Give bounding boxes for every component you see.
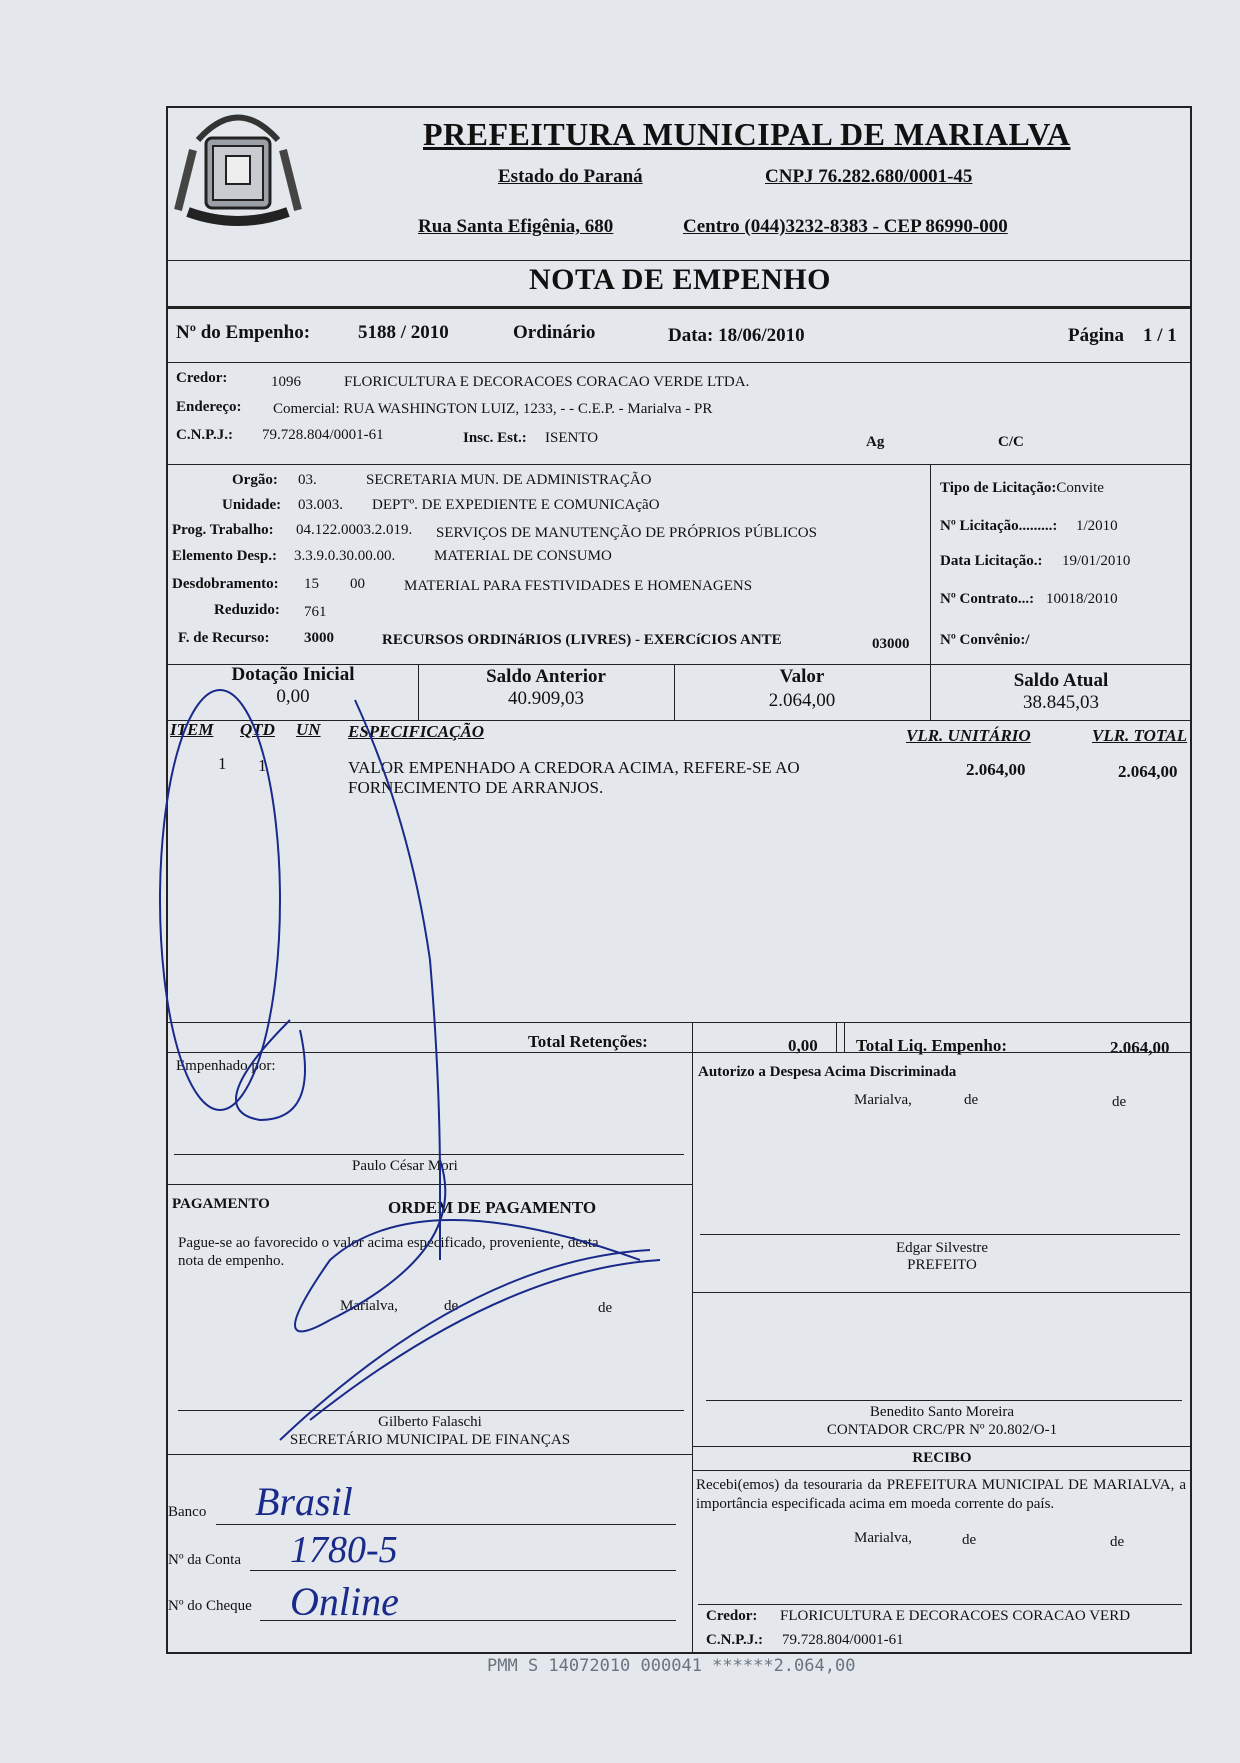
desdobramento-value: MATERIAL PARA FESTIVIDADES E HOMENAGENS	[404, 578, 753, 594]
cc-label: C/C	[998, 434, 1024, 450]
conta-handwritten: 1780-5	[290, 1529, 398, 1571]
numero-licitacao-label: Nº Licitação.........:	[940, 518, 1058, 534]
prog-trabalho-code: 04.122.0003.2.019.	[296, 522, 413, 538]
recibo-credor-value: FLORICULTURA E DECORACOES CORACAO VERD	[780, 1608, 1131, 1624]
dotacao-inicial-value: 0,00	[276, 686, 310, 707]
insc-est-value: ISENTO	[545, 430, 599, 446]
col-vlr-unitario: VLR. UNITÁRIO	[906, 726, 1031, 745]
elemento-code: 3.3.9.0.30.00.00.	[294, 548, 396, 564]
contador-nome: Benedito Santo Moreira	[869, 1404, 1015, 1420]
print-stamp: PMM S 14072010 000041 ******2.064,00	[487, 1656, 856, 1676]
item-vlr-total: 2.064,00	[1118, 762, 1178, 781]
item-especificacao-line2: FORNECIMENTO DE ARRANJOS.	[348, 778, 604, 797]
cheque-label: Nº do Cheque	[168, 1598, 252, 1614]
page-number: 1 / 1	[1143, 325, 1177, 346]
ordem-pagamento-title: ORDEM DE PAGAMENTO	[388, 1198, 597, 1217]
valor-value: 2.064,00	[768, 690, 836, 711]
item-qtd: 1	[258, 756, 267, 775]
state-name: Estado do Paraná	[498, 166, 643, 187]
contrato-label: Nº Contrato...:	[940, 591, 1035, 607]
municipality-district-phone: Centro (044)3232-8383 - CEP 86990-000	[683, 216, 1008, 237]
insc-est-label: Insc. Est.:	[463, 430, 527, 446]
item-vlr-unitario: 2.064,00	[966, 760, 1026, 779]
document-title: NOTA DE EMPENHO	[529, 263, 831, 296]
credor-cnpj-label: C.N.P.J.:	[176, 427, 233, 443]
municipality-address: Rua Santa Efigênia, 680	[418, 216, 614, 237]
autorizo-de-2: de	[1112, 1094, 1127, 1110]
autorizo-marialva: Marialva,	[854, 1092, 912, 1108]
orgao-value: SECRETARIA MUN. DE ADMINISTRAÇÃO	[366, 472, 652, 488]
elemento-value: MATERIAL DE CONSUMO	[434, 548, 612, 564]
recibo-marialva: Marialva,	[854, 1530, 912, 1546]
credor-code: 1096	[271, 374, 301, 390]
convenio-label: Nº Convênio:/	[940, 632, 1030, 648]
tipo-licitacao-label-text: Tipo de Licitação:	[940, 480, 1057, 496]
total-liq-value: 2.064,00	[1110, 1038, 1170, 1057]
endereco-label: Endereço:	[176, 399, 242, 415]
prog-trabalho-value: SERVIÇOS DE MANUTENÇÃO DE PRÓPRIOS PÚBLICOS	[436, 525, 817, 541]
saldo-atual-value: 38.845,03	[1023, 692, 1099, 713]
reduzido-value: 761	[304, 604, 327, 620]
prefeito-nome: Edgar Silvestre	[895, 1240, 989, 1256]
unidade-value: DEPTº. DE EXPEDIENTE E COMUNICAçãO	[372, 497, 660, 513]
recurso-code2: 03000	[872, 636, 910, 652]
recibo-texto: Recebi(emos) da tesouraria da PREFEITURA MUNICIPAL DE MARIALVA, a importância especificada acima em moeda corrente do país.	[696, 1477, 1186, 1512]
secretario-nome: Gilberto Falaschi	[378, 1414, 482, 1430]
pagamento-title: PAGAMENTO	[172, 1196, 270, 1212]
col-especificacao: ESPECIFICAÇÃO	[348, 722, 485, 741]
col-vlr-total: VLR. TOTAL	[1092, 726, 1188, 745]
banco-label: Banco	[168, 1504, 207, 1520]
pagamento-marialva: Marialva,	[340, 1298, 398, 1314]
autorizo-label: Autorizo a Despesa Acima Discriminada	[698, 1064, 957, 1080]
total-retencoes-value: 0,00	[788, 1036, 818, 1055]
credor-name: FLORICULTURA E DECORACOES CORACAO VERDE LTDA.	[344, 374, 750, 390]
elemento-label: Elemento Desp.:	[172, 548, 277, 564]
nota-empenho-form	[166, 106, 1192, 1654]
municipality-title: PREFEITURA MUNICIPAL DE MARIALVA	[423, 116, 1071, 152]
unidade-label: Unidade:	[222, 497, 282, 513]
secretario-cargo: SECRETÁRIO MUNICIPAL DE FINANÇAS	[289, 1432, 571, 1448]
recibo-credor-label: Credor:	[706, 1608, 758, 1624]
total-retencoes-label: Total Retenções:	[528, 1032, 648, 1051]
contrato-value: 10018/2010	[1046, 591, 1118, 607]
banco-handwritten: Brasil	[255, 1479, 353, 1524]
col-item: ITEM	[170, 720, 214, 739]
empenhado-nome: Paulo César Mori	[352, 1158, 458, 1174]
data-licitacao-label: Data Licitação.:	[940, 553, 1043, 569]
orgao-code: 03.	[298, 472, 317, 488]
prog-trabalho-label: Prog. Trabalho:	[172, 522, 274, 538]
recurso-code: 3000	[304, 630, 334, 646]
endereco-value: Comercial: RUA WASHINGTON LUIZ, 1233, - - C.E.P. - Marialva - PR	[273, 401, 713, 417]
total-liq-label: Total Liq. Empenho:	[856, 1036, 1007, 1055]
saldo-atual-label: Saldo Atual	[1013, 670, 1109, 691]
recurso-label: F. de Recurso:	[178, 630, 270, 646]
credor-label: Credor:	[176, 370, 228, 386]
desdobramento-code2: 00	[350, 576, 365, 592]
empenho-type: Ordinário	[513, 322, 596, 343]
autorizo-de-1: de	[964, 1092, 979, 1108]
saldo-anterior-value: 40.909,03	[508, 688, 584, 709]
contador-cargo: CONTADOR CRC/PR Nº 20.802/O-1	[826, 1422, 1058, 1438]
tipo-licitacao-label	[940, 480, 1104, 497]
recibo-de-2: de	[1110, 1534, 1125, 1550]
tipo-licitacao-value: Convite	[1056, 480, 1104, 496]
recurso-value: RECURSOS ORDINáRIOS (LIVRES) - EXERCíCIOS ANTE	[382, 632, 782, 648]
pagamento-de-2: de	[598, 1300, 613, 1316]
desdobramento-code1: 15	[304, 576, 319, 592]
recibo-de-1: de	[962, 1532, 977, 1548]
municipality-cnpj: CNPJ 76.282.680/0001-45	[765, 166, 973, 187]
item-number: 1	[218, 754, 227, 773]
cheque-handwritten: Online	[290, 1579, 399, 1624]
dotacao-inicial-label: Dotação Inicial	[231, 664, 355, 685]
col-un: UN	[296, 720, 321, 739]
credor-cnpj: 79.728.804/0001-61	[262, 427, 384, 443]
reduzido-label: Reduzido:	[214, 602, 280, 618]
item-especificacao-line1: VALOR EMPENHADO A CREDORA ACIMA, REFERE-SE AO	[348, 758, 800, 777]
pagamento-texto: Pague-se ao favorecido o valor acima especificado, proveniente, desta nota de empenho.	[178, 1235, 599, 1269]
recibo-cnpj-label: C.N.P.J.:	[706, 1632, 763, 1648]
orgao-label: Orgão:	[232, 472, 278, 488]
pagamento-de-1: de	[444, 1298, 459, 1314]
recibo-cnpj-value: 79.728.804/0001-61	[782, 1632, 904, 1648]
ag-label: Ag	[866, 434, 885, 450]
col-qtd: QTD	[240, 720, 275, 739]
prefeito-cargo: PREFEITO	[907, 1257, 977, 1273]
page-label: Página	[1068, 325, 1124, 346]
data-licitacao-value: 19/01/2010	[1062, 553, 1131, 569]
conta-label: Nº da Conta	[168, 1552, 241, 1568]
saldo-anterior-label: Saldo Anterior	[486, 666, 606, 687]
desdobramento-label: Desdobramento:	[172, 576, 279, 592]
empenho-date: Data: 18/06/2010	[668, 325, 805, 346]
empenho-number: 5188 / 2010	[358, 322, 449, 343]
valor-label: Valor	[779, 666, 825, 687]
empenho-number-label: Nº do Empenho:	[176, 322, 311, 343]
numero-licitacao-value: 1/2010	[1076, 518, 1118, 534]
empenhado-por-label: Empenhado por:	[176, 1058, 276, 1074]
recibo-title: RECIBO	[912, 1450, 972, 1466]
unidade-code: 03.003.	[298, 497, 343, 513]
